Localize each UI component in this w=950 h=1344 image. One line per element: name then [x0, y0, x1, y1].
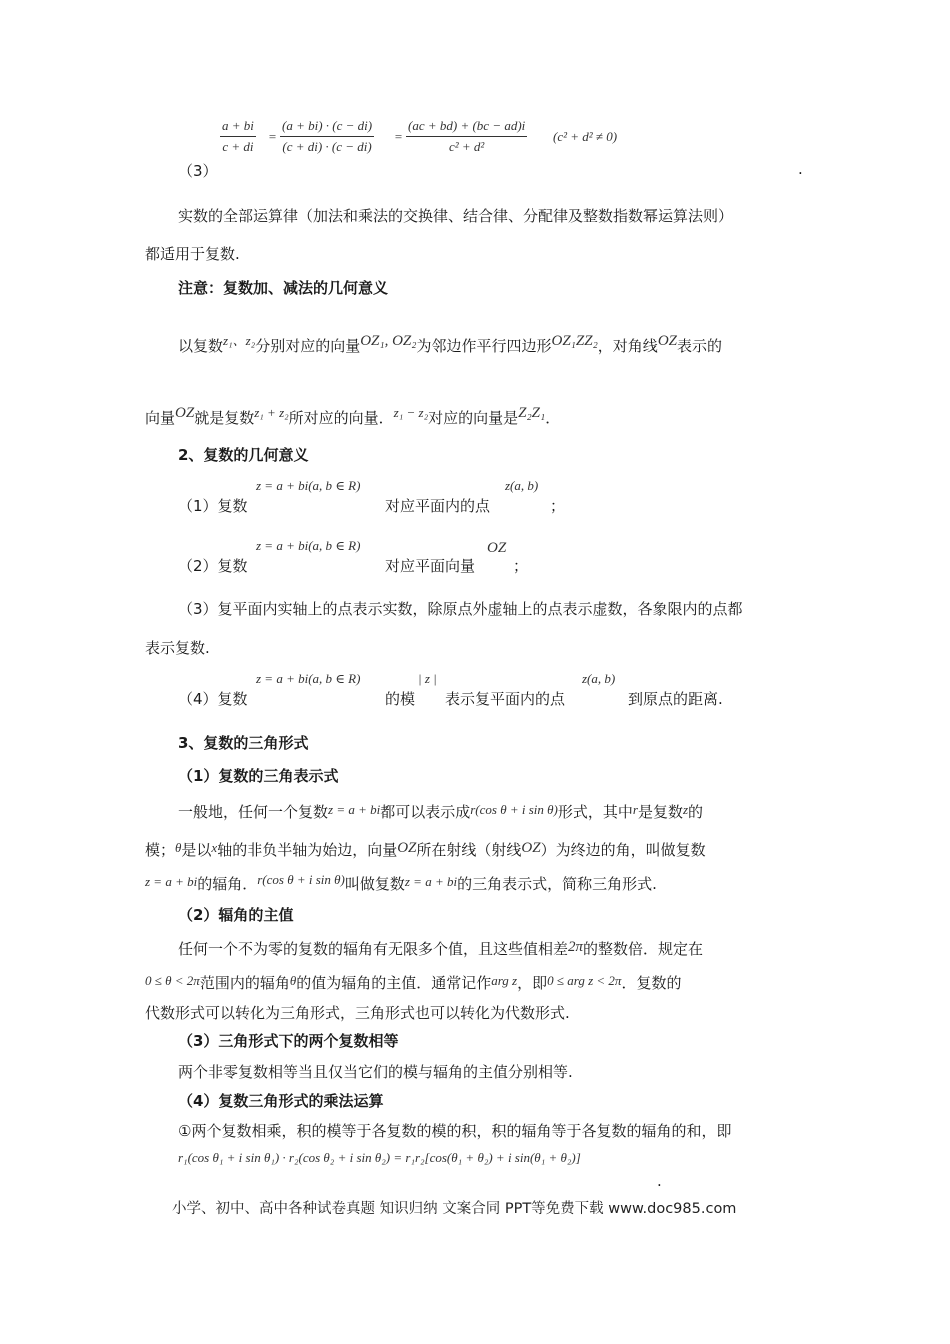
- s2-item4-label: （4）复数: [178, 690, 248, 708]
- s3-sub2-line3: 代数形式可以转化为三角形式，三角形式也可以转化为代数形式.: [145, 1004, 570, 1022]
- section-2-heading: 2、复数的几何意义: [178, 446, 309, 464]
- s3-sub2-line2: 0 ≤ θ < 2π范围内的辐角θ的值为辐角的主值．通常记作arg z，即0 ≤ arg z < 2π．复数的: [145, 973, 682, 992]
- section-3-heading: 3、复数的三角形式: [178, 734, 309, 752]
- s2-item3-line2: 表示复数.: [145, 639, 210, 657]
- vector-para-line2: 向量OZ就是复数z₁ + z₂所对应的向量．z₁ − z₂对应的向量是Z₂Z₁．: [145, 405, 561, 427]
- s3-sub4-heading: （4）复数三角形式的乘法运算: [178, 1092, 384, 1110]
- fraction-3: $\frac{(ac + bd) + (bc - ad)i}{\text{c² + d²}}$: [408, 118, 526, 154]
- formula-label: （3）: [178, 162, 218, 180]
- paragraph-laws-line1: 实数的全部运算律（加法和乘法的交换律、结合律、分配律及整数指数幂运算法则）: [178, 207, 734, 225]
- s3-sub4-text: ①两个复数相乘，积的模等于各复数的模的积，积的辐角等于各复数的辐角的和，即: [178, 1122, 732, 1140]
- s2-item1-label: （1）复数: [178, 497, 248, 515]
- s3-sub2-heading: （2）辐角的主值: [178, 906, 294, 924]
- s3-sub1-line1: 一般地，任何一个复数z = a + bi都可以表示成r(cos θ + i sin θ)形式，其中r是复数z的: [178, 802, 704, 821]
- s3-sub3-heading: （3）三角形式下的两个复数相等: [178, 1032, 399, 1050]
- s3-sub1-line2: 模；θ是以x轴的非负半轴为始边，向量OZ所在射线（射线OZ）为终边的角，叫做复数: [145, 840, 706, 859]
- s3-sub2-line1: 任何一个不为零的复数的辐角有无限多个值，且这些值相差2π的整数倍．规定在: [178, 939, 704, 958]
- document-page: $\frac{a + bi}{c + di}$ = $\frac{(a + bi) \cdot (c - di)}{(c + di) \cdot (c - di)}$ = $\frac{(ac + bd) + (bc - ad)i}{\text{c² + d²}}$ (c² + d² ≠ 0) （3） . 实数的全部运算律（加法和乘法的交换律、结合律、分配律及整数指数幂运算法则） 都适用于复数. 注意：复数加、减法的几何意义 以复数z₁、z₂分别对应的向量OZ₁, OZ₂为邻边作平行四边形OZ₁ZZ₂，对角线OZ表示的 向量OZ就是复数z₁ + z₂所对应的向量．z₁ − z₂对应的向量是Z₂Z₁． 2、复数的几何意义 （1）复数 z = a + bi(a, b ∈ R) 对应平面内的点 z(a, b) ； （2）复数 z = a + bi(a, b ∈ R) 对应平面向量 OZ ； （3）复平面内实轴上的点表示实数，除原点外虚轴上的点表示虚数，各象限内的点都 表示复数. （4）复数 z = a + bi(a, b ∈ R) 的模 | z | 表示复平面内的点 z(a, b) 到原点的距离. 3、复数的三角形式 （1）复数的三角表示式 一般地，任何一个复数z = a + bi都可以表示成r(cos θ + i sin θ)形式，其中r是复数z的 模；θ是以x轴的非负半轴为始边，向量OZ所在射线（射线OZ）为终边的角，叫做复数 z = a + bi的辐角．r(cos θ + i sin θ)叫做复数z = a + bi的三角表示式，简称三角形式. （2）辐角的主值 任何一个不为零的复数的辐角有无限多个值，且这些值相差2π的整数倍．规定在 0 ≤ θ < 2π范围内的辐角θ的值为辐角的主值．通常记作arg z，即0 ≤ arg z < 2π．复数的 代数形式可以转化为三角形式，三角形式也可以转化为代数形式. （3）三角形式下的两个复数相等 两个非零复数相等当且仅当它们的模与辐角的主值分别相等. （4）复数三角形式的乘法运算 ①两个复数相乘，积的模等于各复数的模的积，积的辐角等于各复数的辐角的和，即 r₁(cos θ₁ + i sin θ₁) · r₂(cos θ₂ + i sin θ₂) = r₁r₂[cos(θ₁ + θ₂) + i sin(θ₁ + θ₂)] . 小学、初中、高中各种试卷真题 知识归纳 文案合同 PPT等免费下载 www.doc985.com: [145, 118, 803, 1217]
- s2-item3-line1: （3）复平面内实轴上的点表示实数，除原点外虚轴上的点表示虚数，各象限内的点都: [178, 600, 743, 618]
- page-footer: 小学、初中、高中各种试卷真题 知识归纳 文案合同 PPT等免费下载 www.doc985.com: [172, 1201, 737, 1217]
- s2-item2-label: （2）复数: [178, 557, 248, 575]
- fraction-1: $\frac{a + bi}{c + di}$: [222, 118, 254, 154]
- s3-sub1-heading: （1）复数的三角表示式: [178, 767, 339, 785]
- paragraph-laws-line2: 都适用于复数.: [145, 245, 240, 263]
- s3-sub1-line3: z = a + bi的辐角．r(cos θ + i sin θ)叫做复数z = a + bi的三角表示式，简称三角形式.: [145, 872, 657, 893]
- fraction-2: $\frac{(a + bi) \cdot (c - di)}{(c + di) \cdot (c - di)}$: [282, 118, 373, 154]
- vector-para-line1: 以复数z₁、z₂分别对应的向量OZ₁, OZ₂为邻边作平行四边形OZ₁ZZ₂，对角线OZ表示的: [178, 333, 723, 355]
- s3-sub3-text: 两个非零复数相等当且仅当它们的模与辐角的主值分别相等.: [178, 1063, 573, 1081]
- s3-sub4-formula: r₁(cos θ₁ + i sin θ₁) · r₂(cos θ₂ + i sin θ₂) = r₁r₂[cos(θ₁ + θ₂) + i sin(θ₁ + θ₂)]: [178, 1150, 581, 1165]
- note-heading: 注意：复数加、减法的几何意义: [178, 279, 389, 297]
